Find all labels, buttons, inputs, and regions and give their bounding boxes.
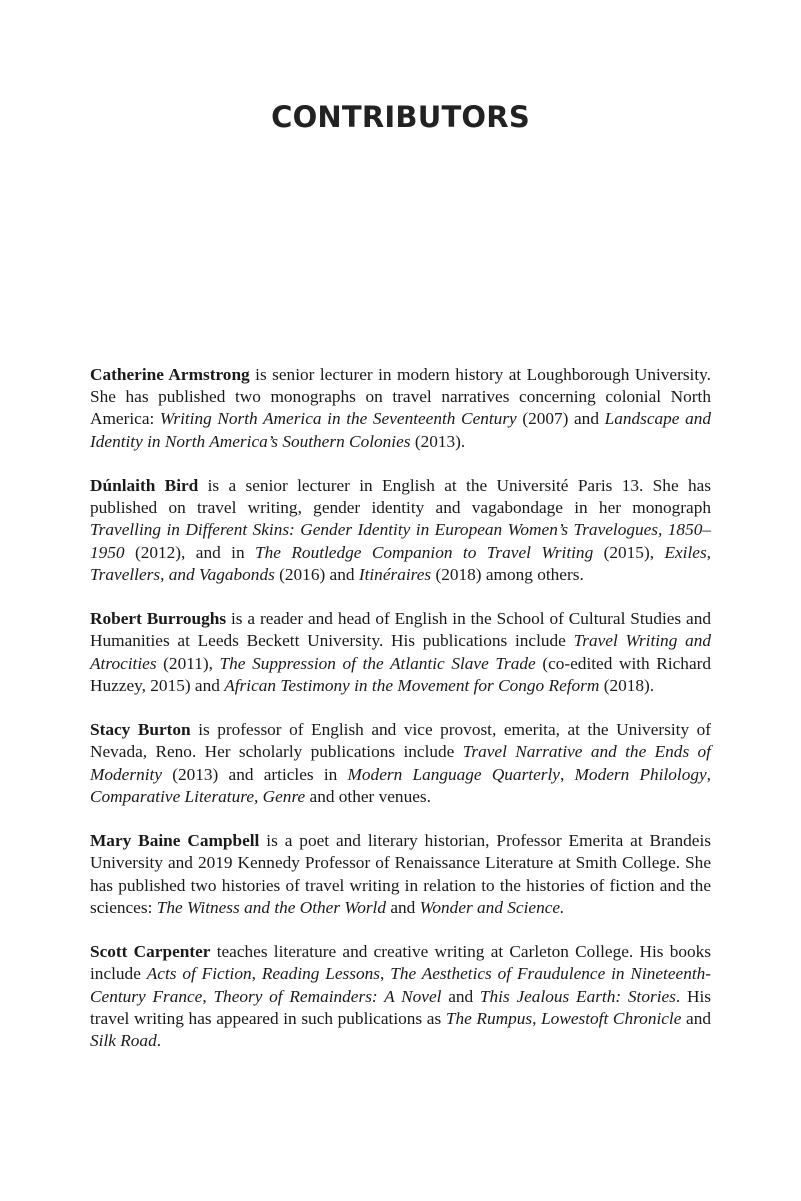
publication-title: Acts of Fiction bbox=[146, 964, 252, 984]
publication-title: The Rumpus bbox=[445, 1008, 533, 1028]
publication-title: Reading Lessons bbox=[261, 964, 381, 984]
contributor-list bbox=[90, 364, 711, 1074]
publication-title: Comparative Literature bbox=[90, 786, 255, 806]
publication-title: The Witness and the Other World bbox=[156, 897, 386, 917]
contributor-entry: Scott Carpenter teaches literature and creative writing at Carleton College. His books include Acts of Fiction, Reading Lessons, The Aesthetics of Fraudulence in Nineteenth-Century France, Theory of Remainders: A Novel and This Jealous Earth: Stories. His travel writing has appeared in such publications as The Rumpus, Lowestoft Chronicle and Silk Road. bbox=[90, 942, 712, 1051]
publication-title: The Routledge Companion to Travel Writing bbox=[255, 542, 594, 562]
publication-title: Travel Narrative and the Ends of Modernity bbox=[90, 742, 711, 784]
publication-title: Modern Language Quarterly bbox=[347, 764, 560, 784]
publication-title: Travel Writing and Atrocities bbox=[90, 631, 711, 673]
publication-title: Wonder and Science. bbox=[419, 897, 565, 917]
contributor-name: Stacy Burton bbox=[90, 720, 191, 740]
page-title: CONTRIBUTORS bbox=[271, 100, 530, 134]
publication-title: Travelling in Different Skins: Gender Identity in European Women’s Travelogues, 1850–1950 bbox=[90, 520, 711, 562]
contributor-name: Scott Carpenter bbox=[90, 942, 211, 962]
publication-title: Lowestoft Chronicle bbox=[541, 1008, 682, 1028]
publication-title: Genre bbox=[262, 786, 306, 806]
contributor-entry: Stacy Burton is professor of English and vice provost, emerita, at the University of Nevada, Reno. Her scholarly publications include Travel Narrative and the Ends of Modernity (2013) and articles in Modern Language Quarterly, Modern Philology, Comparative Literature, Genre and other venues. bbox=[90, 720, 712, 806]
contributor-entry: Robert Burroughs is a reader and head of English in the School of Cultural Studies and Humanities at Leeds Beckett University. His publications include Travel Writing and Atrocities (2011), The Suppression of the Atlantic Slave Trade (co-edited with Richard Huzzey, 2015) and African Testimony in the Movement for Congo Reform (2018). bbox=[90, 609, 712, 695]
publication-title: The Suppression of the Atlantic Slave Trade bbox=[219, 653, 536, 673]
publication-title: The Aesthetics of Fraudulence in Nineteenth-Century France bbox=[90, 964, 712, 1006]
contributor-name: Mary Baine Campbell bbox=[90, 831, 260, 851]
contributor-name: Dúnlaith Bird bbox=[90, 476, 199, 495]
publication-title: Silk Road bbox=[90, 1031, 157, 1051]
publication-title: Modern Philology bbox=[574, 764, 707, 784]
publication-title: Exiles, Travellers, and Vagabonds bbox=[90, 542, 711, 584]
contributor-entry: Dúnlaith Bird is a senior lecturer in English at the Université Paris 13. She has published on travel writing, gender identity and vagabondage in her monograph Travelling in Different Skins: Gender Identity in European Women’s Travelogues, 1850–1950 (2012), and in The Routledge Companion to Travel Writing (2015), Exiles, Travellers, and Vagabonds (2016) and Itinéraires (2018) among others. bbox=[90, 476, 711, 584]
publication-title: Itinéraires bbox=[358, 564, 432, 584]
publication-title: Theory of Remainders: A Novel bbox=[213, 986, 442, 1006]
contributor-entry: Mary Baine Campbell is a poet and literary historian, Professor Emerita at Brandeis University and 2019 Kennedy Professor of Renaissance Literature at Smith College. She has published two histories of travel writing in relation to the histories of fiction and the sciences: The Witness and the Other World and Wonder and Science. bbox=[90, 831, 711, 917]
contributor-name: Robert Burroughs bbox=[90, 609, 227, 629]
contributor-entry: Catherine Armstrong is senior lecturer in modern history at Loughborough University. She has published two monographs on travel narratives concerning colonial North America: Writing North America in the Seventeenth Century (2007) and Landscape and Identity in North America’s Southern Colonies (2013). bbox=[90, 365, 711, 451]
contributor-name: Catherine Armstrong bbox=[90, 365, 250, 384]
publication-title: Landscape and Identity in North America’s Southern Colonies bbox=[90, 409, 711, 451]
publication-title: Writing North America in the Seventeenth Century bbox=[159, 409, 517, 429]
publication-title: African Testimony in the Movement for Congo Reform bbox=[224, 675, 600, 695]
publication-title: This Jealous Earth: Stories bbox=[479, 986, 676, 1006]
